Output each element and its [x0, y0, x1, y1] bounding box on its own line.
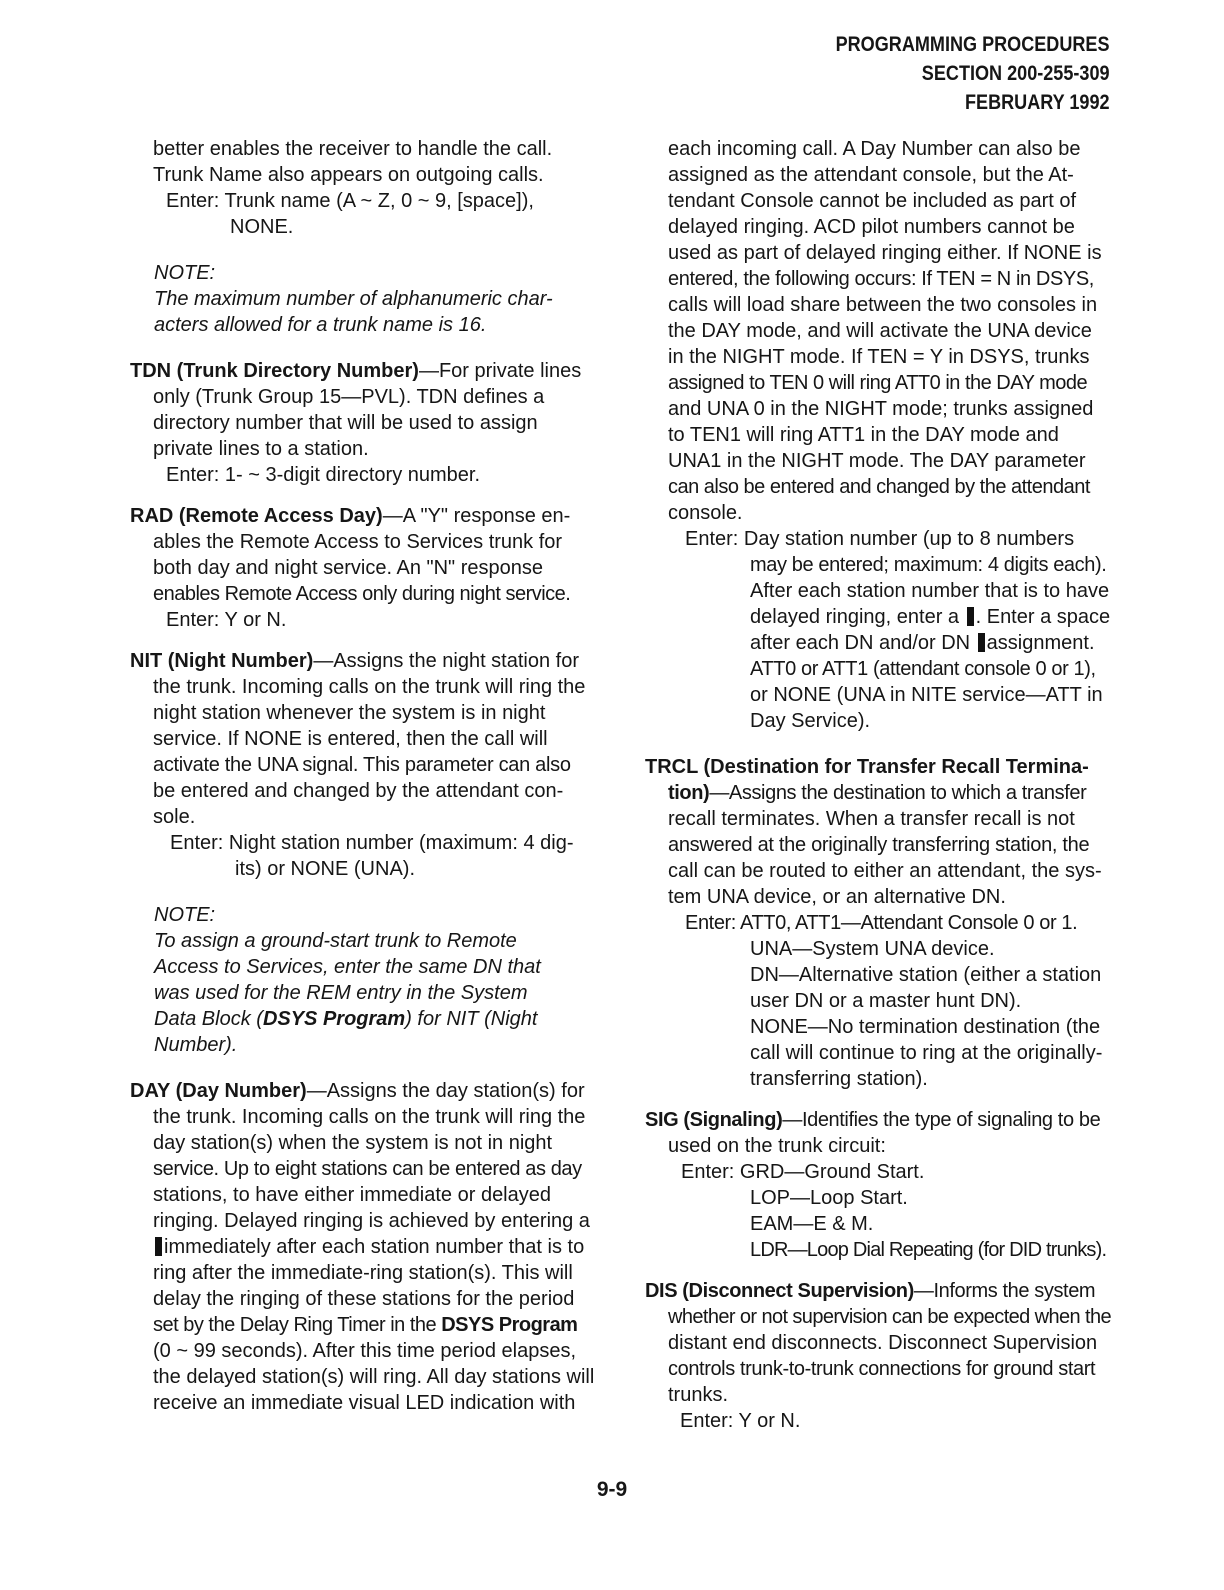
day-enter-cont: ATT0 or ATT1 (attendant console 0 or 1),	[750, 658, 1096, 680]
day-text: entered, the following occurs: If TEN = N in DSYS,	[668, 268, 1094, 290]
dis-text: trunks.	[668, 1384, 729, 1406]
header-title: PROGRAMMING PROCEDURES	[836, 33, 1110, 56]
day-text: the trunk. Incoming calls on the trunk will ring the	[153, 1106, 586, 1128]
trcl-text: call can be routed to either an attendant, the sys-	[668, 860, 1102, 882]
rad-text: ables the Remote Access to Services trunk for	[153, 531, 563, 553]
sig-text: used on the trunk circuit:	[668, 1135, 886, 1157]
rad-term: RAD (Remote Access Day)	[130, 505, 383, 527]
day-text: used as part of delayed ringing either. If NONE is	[668, 242, 1102, 264]
day-text: calls will load share between the two consoles in	[668, 294, 1098, 316]
nit-enter: Enter: Night station number (maximum: 4 dig-	[170, 832, 574, 854]
sig-definition: SIG (Signaling)—Identifies the type of signaling to be	[645, 1109, 1101, 1131]
nit-term: NIT (Night Number)	[130, 650, 314, 672]
day-text: ringing. Delayed ringing is achieved by entering a	[153, 1210, 590, 1232]
sig-enter-cont: LOP—Loop Start.	[750, 1187, 908, 1209]
trcl-enter-cont: call will continue to ring at the originally-	[750, 1042, 1103, 1064]
nit-text: service. If NONE is entered, then the call will	[153, 728, 548, 750]
note-heading: NOTE:	[154, 904, 216, 926]
nit-text: night station whenever the system is in night	[153, 702, 546, 724]
rad-text: both day and night service. An "N" response	[153, 557, 543, 579]
nit-text: be entered and changed by the attendant con-	[153, 780, 564, 802]
note-text: Number).	[154, 1034, 238, 1056]
sig-enter: Enter: GRD—Ground Start.	[681, 1161, 925, 1183]
trcl-enter-cont: NONE—No termination destination (the	[750, 1016, 1101, 1038]
day-text: console.	[668, 502, 743, 524]
day-text: the DAY mode, and will activate the UNA device	[668, 320, 1092, 342]
trcl-enter-cont: transferring station).	[750, 1068, 928, 1090]
nit-definition: NIT (Night Number)—Assigns the night station for	[130, 650, 580, 672]
day-text: the delayed station(s) will ring. All day stations will	[153, 1366, 595, 1388]
trcl-text: tem UNA device, or an alternative DN.	[668, 886, 1006, 908]
sig-enter-cont: EAM—E & M.	[750, 1213, 874, 1235]
delay-mark-icon	[967, 607, 974, 626]
dis-enter: Enter: Y or N.	[680, 1410, 801, 1432]
day-enter-cont: delayed ringing, enter a . Enter a space	[750, 606, 1111, 628]
tdn-text: only (Trunk Group 15—PVL). TDN defines a	[153, 386, 545, 408]
day-text: in the NIGHT mode. If TEN = Y in DSYS, trunks	[668, 346, 1090, 368]
day-text: immediately after each station number that is to	[153, 1234, 600, 1260]
day-enter: Enter: Day station number (up to 8 numbers	[685, 528, 1075, 550]
trunk-name-enter: Enter: Trunk name (A ~ Z, 0 ~ 9, [space]),	[166, 190, 534, 212]
day-enter-cont: or NONE (UNA in NITE service—ATT in	[750, 684, 1103, 706]
tdn-definition: TDN (Trunk Directory Number)—For private lines	[130, 360, 582, 382]
tdn-text: private lines to a station.	[153, 438, 369, 460]
trcl-text: answered at the originally transferring station, the	[668, 834, 1090, 856]
tdn-term: TDN (Trunk Directory Number)	[130, 360, 419, 382]
day-text: stations, to have either immediate or delayed	[153, 1184, 551, 1206]
header-date: FEBRUARY 1992	[965, 91, 1110, 114]
day-text: assigned as the attendant console, but the At-	[668, 164, 1074, 186]
note-text: Access to Services, enter the same DN that	[154, 956, 541, 978]
day-text: (0 ~ 99 seconds). After this time period elapses,	[153, 1340, 576, 1362]
left-column	[130, 136, 600, 1416]
day-definition: DAY (Day Number)—Assigns the day station(s) for	[130, 1080, 585, 1102]
note-heading: NOTE:	[154, 262, 216, 284]
dis-term: DIS (Disconnect Supervision)	[645, 1280, 914, 1302]
day-enter-cont: Day Service).	[750, 710, 871, 732]
trunk-name-cont-2: Trunk Name also appears on outgoing calls.	[153, 164, 544, 186]
nit-enter-cont: its) or NONE (UNA).	[235, 858, 415, 880]
trcl-term: TRCL (Destination for Transfer Recall Termina-	[645, 756, 1089, 778]
delay-mark-icon	[155, 1237, 162, 1256]
rad-definition: RAD (Remote Access Day)—A "Y" response en-	[130, 505, 571, 527]
trcl-enter-cont: user DN or a master hunt DN).	[750, 990, 1022, 1012]
note-text: was used for the REM entry in the System	[154, 982, 528, 1004]
day-text: service. Up to eight stations can be entered as day	[153, 1158, 582, 1180]
sig-term: SIG (Signaling)	[645, 1109, 783, 1131]
day-enter-cont: may be entered; maximum: 4 digits each).	[750, 554, 1107, 576]
trcl-enter-cont: DN—Alternative station (either a station	[750, 964, 1102, 986]
note-text: To assign a ground-start trunk to Remote	[154, 930, 517, 952]
page-header	[836, 30, 1110, 117]
nit-text: the trunk. Incoming calls on the trunk will ring the	[153, 676, 586, 698]
trcl-text: recall terminates. When a transfer recall is not	[668, 808, 1075, 830]
day-text: delayed ringing. ACD pilot numbers cannot be	[668, 216, 1075, 238]
header-section: SECTION 200-255-309	[922, 62, 1110, 85]
day-text: UNA1 in the NIGHT mode. The DAY parameter	[668, 450, 1086, 472]
delay-mark-icon	[978, 633, 985, 652]
dis-definition: DIS (Disconnect Supervision)—Informs the system	[645, 1280, 1096, 1302]
page-number: 9-9	[596, 1478, 628, 1501]
tdn-enter: Enter: 1- ~ 3-digit directory number.	[166, 464, 481, 486]
day-text: to TEN1 will ring ATT1 in the DAY mode and	[668, 424, 1059, 446]
day-term: DAY (Day Number)	[130, 1080, 307, 1102]
note-text: acters allowed for a trunk name is 16.	[154, 314, 487, 336]
note-text: The maximum number of alphanumeric char-	[154, 288, 553, 310]
day-text: can also be entered and changed by the attendant	[668, 476, 1090, 498]
trcl-definition: tion)—Assigns the destination to which a transfer	[668, 782, 1087, 804]
day-text: assigned to TEN 0 will ring ATT0 in the DAY mode	[668, 372, 1088, 394]
trunk-name-cont-1: better enables the receiver to handle the call.	[153, 138, 553, 160]
day-text: each incoming call. A Day Number can also be	[668, 138, 1081, 160]
trcl-enter-cont: UNA—System UNA device.	[750, 938, 995, 960]
day-text: set by the Delay Ring Timer in the DSYS Program	[153, 1314, 578, 1336]
trcl-enter: Enter: ATT0, ATT1—Attendant Console 0 or 1.	[685, 912, 1078, 934]
dis-text: controls trunk-to-trunk connections for ground start	[668, 1358, 1096, 1380]
rad-enter: Enter: Y or N.	[166, 609, 287, 631]
trunk-name-enter-cont: NONE.	[230, 216, 294, 238]
dis-text: whether or not supervision can be expected when the	[668, 1306, 1112, 1328]
day-text: day station(s) when the system is not in night	[153, 1132, 553, 1154]
nit-text: sole.	[153, 806, 196, 828]
right-column	[645, 136, 1115, 1434]
nit-text: activate the UNA signal. This parameter can also	[153, 754, 571, 776]
rad-text: enables Remote Access only during night service.	[153, 583, 571, 605]
sig-enter-cont: LDR—Loop Dial Repeating (for DID trunks).	[750, 1239, 1107, 1261]
day-text: and UNA 0 in the NIGHT mode; trunks assigned	[668, 398, 1094, 420]
note-text: Data Block (DSYS Program) for NIT (Night	[154, 1008, 538, 1030]
tdn-text: directory number that will be used to assign	[153, 412, 538, 434]
dis-text: distant end disconnects. Disconnect Supervision	[668, 1332, 1098, 1354]
day-text: tendant Console cannot be included as part of	[668, 190, 1077, 212]
day-enter-cont: after each DN and/or DN assignment.	[750, 632, 1095, 654]
day-text: delay the ringing of these stations for the period	[153, 1288, 575, 1310]
day-enter-cont: After each station number that is to have	[750, 580, 1110, 602]
day-text: receive an immediate visual LED indication with	[153, 1392, 576, 1414]
day-text: ring after the immediate-ring station(s). This will	[153, 1262, 573, 1284]
